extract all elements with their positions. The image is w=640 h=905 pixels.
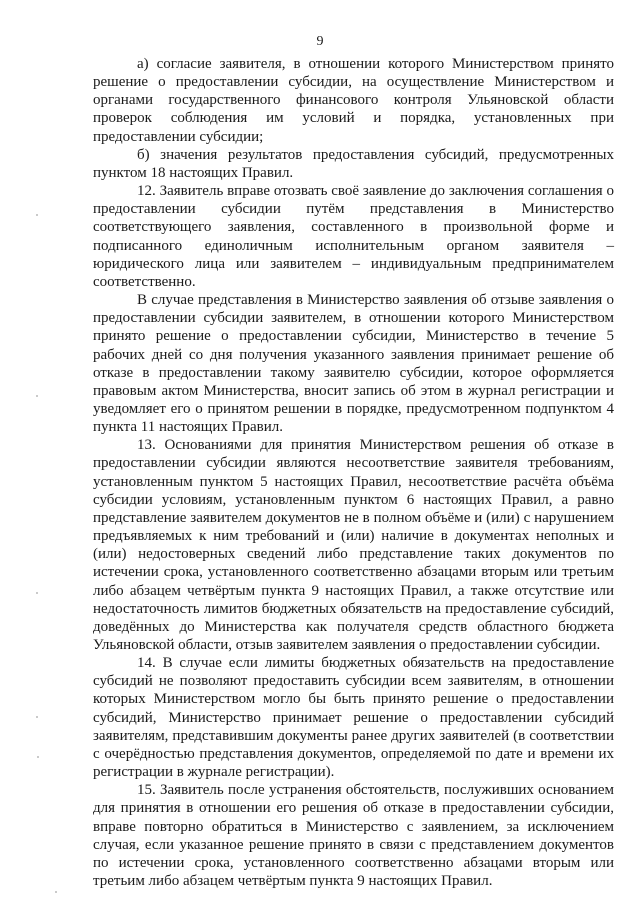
scan-speck [36,716,38,718]
paragraph-14: 14. В случае если лимиты бюджетных обязательств на предоставление субсидий не позволяют предоставить субсидии всем заявителям, в отношении которых Министерством могло бы быть принято решение о предоставлении субсидий, Министерство принимает решение о предоставлении субсидий заявителям, представившим документы ранее других заявителей (в соответствии с очерёдностью представления документов, определяемой по дате и времени их регистрации в журнале регистрации). [93,655,614,781]
paragraph-11b: б) значения результатов предоставления субсидий, предусмотренных пунктом 18 настоящих Правил. [93,146,614,181]
scan-speck [55,891,57,893]
scan-speck [36,214,38,216]
paragraph-13: 13. Основаниями для принятия Министерством решения об отказе в предоставлении субсидии являются несоответствие заявителя требованиям, установленным пунктом 5 настоящих Правил, несоответствие расчёта объёма субсидии условиям, установленным пунктом 6 настоящих Правил, а равно представление заявителем документов не в полном объёме и (или) с нарушением предъявляемых к ним требований и (или) наличие в документах неполных и (или) недостоверных сведений либо представление таких документов по истечении срока, установленного соответственно абзацами вторым или третьим либо абзацем четвёртым пункта 9 настоящих Правил, а также отсутствие или недостаточность лимитов бюджетных обязательств на предоставление субсидий, доведённых до Министерства как получателя средств областного бюджета Ульяновской области, отзыв заявителем заявления о предоставлении субсидии. [93,437,614,653]
paragraph-12-continued: В случае представления в Министерство заявления об отзыве заявления о предоставлении субсидии заявителем, в отношении которого Министерством принято решение о предоставлении субсидии, Министерство в течение 5 рабочих дней со дня получения указанного заявления принимает решение об отказе в предоставлении такому заявителю субсидии, которое оформляется правовым актом Министерства, вносит запись об этом в журнал регистрации и уведомляет его о принятом решении в порядке, предусмотренном подпунктом 4 пункта 11 настоящих Правил. [93,292,614,436]
paragraph-12: 12. Заявитель вправе отозвать своё заявление до заключения соглашения о предоставлении субсидии путём представления в Министерство соответствующего заявления, составленного в произвольной форме и подписанного единоличным исполнительным органом заявителя – юридического лица или заявителем – индивидуальным предпринимателем соответственно. [93,183,614,290]
scan-speck [37,756,39,758]
scan-speck [36,395,38,397]
paragraph-11a: а) согласие заявителя, в отношении которого Министерством принято решение о предоставлении субсидии, на осуществление Министерством и органами государственного финансового контроля Ульяновской области проверок соблюдения им условий и порядка, установленных при предоставлении субсидии; [93,56,614,145]
paragraph-15: 15. Заявитель после устранения обстоятельств, послуживших основанием для принятия в отношении его решения об отказе в предоставлении субсидии, вправе повторно обратиться в Министерство с заявлением, за исключением случая, если указанное решение принято в связи с представлением документов по истечении срока, установленного соответственно абзацами вторым или третьим либо абзацем четвёртым пункта 9 настоящих Правил. [93,782,614,890]
scan-speck [36,592,38,594]
page-number: 9 [316,34,324,49]
document-body [93,55,614,890]
